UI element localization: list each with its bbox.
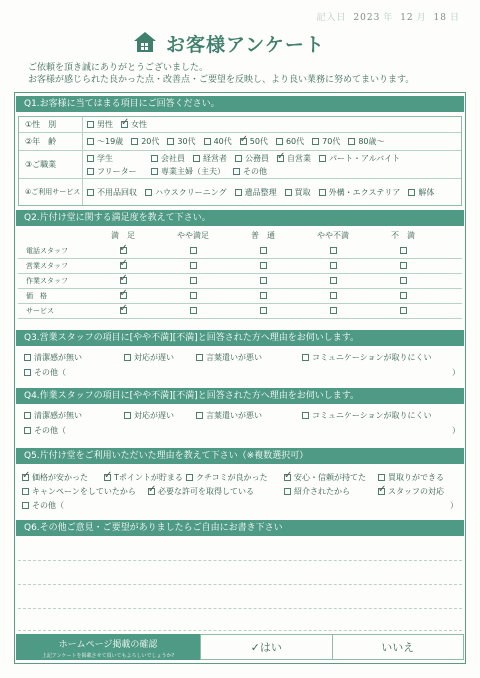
q2-row-label: 価 格 [26,292,47,300]
option-label: 50代 [249,137,268,146]
option-label: ～19歳 [97,137,124,146]
q2-row [18,304,462,319]
comment-line [18,561,462,585]
checkbox-icon[interactable] [348,138,355,145]
q3-option[interactable] [124,352,196,363]
checkbox-icon[interactable] [186,474,193,481]
option-label: 不用品回収 [97,187,137,197]
option-label: Tポイントが貯まる [114,472,183,482]
q1-row-age [19,133,461,151]
q1-option[interactable] [87,187,137,198]
q2-row-label: 電話スタッフ [26,247,68,255]
checkbox-icon[interactable] [260,277,267,284]
option-label: 女性 [131,120,147,129]
option-label: 言葉遣いが悪い [206,353,262,362]
q1-option[interactable] [151,166,225,177]
option-label: 対応が遅い [134,411,174,420]
checkbox-icon[interactable] [260,262,267,269]
q1-option[interactable] [408,187,434,198]
q2-row-label: 作業スタッフ [26,277,68,285]
comment-line [18,609,462,631]
checkbox-checked-icon[interactable] [277,155,284,162]
checkbox-icon[interactable] [87,168,94,175]
option-label: ハウスクリーニング [155,187,227,197]
q1-option[interactable] [348,136,384,147]
q1-option[interactable] [312,136,340,147]
checkbox-icon[interactable] [260,292,267,299]
checkbox-icon[interactable] [87,189,94,196]
q2-column-header: 普 通 [251,231,275,240]
checkbox-checked-icon[interactable] [104,474,111,481]
q1-option[interactable] [131,136,159,147]
q3-options [24,350,464,380]
checkbox-checked-icon[interactable] [121,121,128,128]
checkbox-icon[interactable] [87,121,94,128]
checkbox-checked-icon[interactable] [120,292,127,299]
other-close-paren: ） [452,368,460,377]
intro-line-2: お客様が感じられた良かった点・改善点・ご要望を反映し、より良い業務に努めてまいります。 [28,75,415,85]
checkbox-icon[interactable] [190,307,197,314]
checkbox-icon[interactable] [284,488,291,495]
checkbox-icon[interactable] [24,412,31,419]
checkbox-icon[interactable] [87,155,94,162]
q5-option[interactable] [148,486,284,497]
q2-header-row [18,230,462,244]
option-label: 紹介されたから [294,486,350,496]
q2-column-header: 不 満 [391,231,415,240]
q1-option[interactable] [87,119,113,130]
q1-option[interactable] [319,187,401,198]
checkbox-icon[interactable] [312,138,319,145]
q1-table [18,116,462,206]
checkbox-icon[interactable] [151,168,158,175]
q3-heading: Q3.営業スタッフの項目に[やや不満][不満]と回答された方へ理由をお伺いします。 [16,330,464,346]
checkbox-icon[interactable] [400,307,407,314]
q5-option[interactable] [104,472,186,483]
q1-option[interactable] [319,153,400,164]
q1-row-service [19,179,461,205]
q4-option[interactable] [302,410,432,421]
q2-column-header: やや不満 [317,231,349,240]
checkbox-icon[interactable] [124,354,131,361]
checkbox-icon[interactable] [400,247,407,254]
option-label: 外構・エクステリア [328,187,401,197]
intro-text [28,62,414,86]
option-label: 対応が遅い [134,353,174,362]
consent-yes-option[interactable]: ✓はい [250,641,282,654]
date-year-unit: 年 [383,13,394,23]
q4-other-option[interactable] [24,425,66,436]
q4-heading: Q4.作業スタッフの項目に[やや不満][不満]と回答された方へ理由をお伺いします。 [16,388,464,404]
date-month: 12 [400,13,414,23]
option-label: 専業主婦（主夫） [161,166,225,176]
checkbox-icon[interactable] [24,354,31,361]
checkbox-checked-icon[interactable] [120,307,127,314]
date-day-unit: 日 [449,13,460,23]
house-logo-icon [132,30,158,54]
q3-option[interactable] [24,352,124,363]
checkbox-icon[interactable] [22,502,29,509]
checkbox-icon[interactable] [235,189,242,196]
checkbox-checked-icon[interactable] [148,488,155,495]
checkbox-icon[interactable] [378,474,385,481]
checkbox-icon[interactable] [190,262,197,269]
q5-option[interactable] [22,486,148,497]
checkbox-icon[interactable] [190,292,197,299]
q1-option[interactable] [87,136,123,147]
date-year: 2023 [353,13,381,23]
checkbox-icon[interactable] [319,155,326,162]
q5-heading: Q5.片付け堂をご利用いただいた理由を教えて下さい（※複数選択可） [16,448,464,464]
q1-option[interactable] [277,153,311,164]
comment-area[interactable] [18,537,462,631]
option-label: 買取りができる [388,472,444,482]
checkbox-checked-icon[interactable] [120,262,127,269]
checkbox-icon[interactable] [235,155,242,162]
q1-option[interactable] [145,187,227,198]
option-label: 清潔感が無い [34,411,82,420]
checkbox-icon[interactable] [302,412,309,419]
q5-option[interactable] [378,472,444,483]
q5-option[interactable] [284,486,378,497]
checkbox-icon[interactable] [196,412,203,419]
q1-option[interactable] [240,136,268,147]
intro-line-1: ご依頼を頂き誠にありがとうございました。 [28,63,209,73]
q1-option[interactable] [87,153,143,164]
q2-row-label: サービス [26,307,54,315]
q2-row [18,259,462,274]
q1-row-occupation [19,151,461,179]
option-label: 60代 [285,137,305,146]
q1-row-label: ③ご職業 [19,151,83,178]
q3-option[interactable] [196,352,302,363]
option-label: パート・アルバイト [329,153,401,163]
q4-option[interactable] [124,410,196,421]
checkbox-icon[interactable] [131,138,138,145]
q5-option[interactable] [186,472,284,483]
q1-option[interactable] [151,153,185,164]
q1-row-label: ①性 別 [19,117,83,132]
q1-row-label: ④ご利用サービス [19,179,83,205]
option-label: 必要な許可を取得している [158,486,254,496]
q1-option[interactable] [87,166,143,177]
other-close-paren: ） [452,426,460,435]
q1-option[interactable] [121,119,147,130]
option-label: 80歳～ [358,137,385,146]
checkbox-icon[interactable] [400,277,407,284]
option-label: クチコミが良かった [196,472,268,482]
option-label: 70代 [322,137,341,146]
checkbox-icon[interactable] [285,189,292,196]
q5-option[interactable] [22,472,104,483]
checkbox-icon[interactable] [400,292,407,299]
q2-row-label: 営業スタッフ [26,262,68,270]
checkbox-icon[interactable] [330,262,337,269]
checkbox-icon[interactable] [124,412,131,419]
option-label: 買取 [294,187,311,197]
checkbox-icon[interactable] [330,307,337,314]
q2-row [18,274,462,289]
q1-option[interactable] [167,136,195,147]
consent-no-option[interactable]: いいえ [332,635,464,659]
q6-heading: Q6.その他ご意見・ご要望がありましたらご自由にお書き下さい [16,520,464,536]
q1-option[interactable] [233,166,267,177]
option-label: 公務員 [245,153,269,163]
option-label: 40代 [213,137,232,146]
page-title: お客様アンケート [166,34,325,56]
q5-options [22,470,462,512]
homepage-consent-subtitle: 上記アンケートを掲載させて頂いてもよろしいでしょうか? [41,653,175,659]
checkbox-icon[interactable] [330,247,337,254]
homepage-consent-title: ホームページ掲載の確認 [58,640,158,650]
date-day: 18 [433,13,447,23]
checkbox-icon[interactable] [319,189,326,196]
q5-option[interactable] [284,472,378,483]
option-label: 解体 [418,187,435,197]
checkbox-icon[interactable] [193,155,200,162]
option-label: 会社員 [161,153,185,163]
option-label: 言葉遣いが悪い [206,411,262,420]
q5-option[interactable] [378,486,444,497]
q1-option[interactable] [276,136,304,147]
homepage-consent [16,634,464,660]
option-label: フリーター [97,166,137,176]
date-prefix: 記入日 [316,13,347,23]
option-label: スタッフの対応 [388,486,444,496]
option-label: その他（ [34,368,66,377]
option-label: 自営業 [287,153,311,163]
checkbox-checked-icon[interactable] [378,488,385,495]
q1-option[interactable] [193,153,227,164]
q2-column-header: やや満足 [177,231,209,240]
checkbox-icon[interactable] [302,354,309,361]
checkbox-icon[interactable] [276,138,283,145]
option-label: コミュニケーションが取りにくい [312,353,432,362]
checkbox-checked-icon[interactable] [284,474,291,481]
option-label: 安心・信頼が持てた [294,472,366,482]
date-line [317,10,461,23]
checkbox-icon[interactable] [24,369,31,376]
q2-column-header: 満 足 [111,231,135,240]
q3-option[interactable] [302,352,432,363]
homepage-consent-label [16,634,200,660]
option-label: 30代 [177,137,196,146]
q2-row [18,289,462,304]
checkbox-icon[interactable] [145,189,152,196]
checkbox-checked-icon[interactable] [240,138,247,145]
checkbox-icon[interactable] [400,262,407,269]
q5-other-option[interactable] [22,500,64,511]
checkbox-checked-icon[interactable] [120,247,127,254]
comment-line [18,537,462,561]
q1-row-gender [19,117,461,133]
option-label: その他 [243,166,267,176]
checkbox-icon[interactable] [204,138,211,145]
q1-heading: Q1.お客様に当てはまる項目にご回答ください。 [16,96,464,112]
option-label: その他（ [34,426,66,435]
q3-other-option[interactable] [24,367,66,378]
checkbox-icon[interactable] [408,189,415,196]
q1-row-label: ②年 齢 [19,133,83,150]
checkbox-icon[interactable] [196,354,203,361]
option-label: その他（ [32,500,64,510]
comment-line [18,585,462,609]
option-label: 経営者 [203,153,227,163]
option-label: 男性 [97,120,113,129]
checkbox-icon[interactable] [87,138,94,145]
option-label: 清潔感が無い [34,353,82,362]
q1-option[interactable] [285,187,311,198]
checkbox-icon[interactable] [190,247,197,254]
q1-option[interactable] [204,136,232,147]
q4-option[interactable] [196,410,302,421]
option-label: 学生 [97,153,113,163]
date-month-unit: 月 [416,13,427,23]
checkbox-checked-icon[interactable] [22,474,29,481]
checkbox-icon[interactable] [190,277,197,284]
q2-table [18,230,462,319]
q4-options [24,408,464,438]
checkbox-icon[interactable] [233,168,240,175]
q4-option[interactable] [24,410,124,421]
checkbox-icon[interactable] [151,155,158,162]
checkbox-icon[interactable] [22,488,29,495]
q2-row [18,244,462,259]
option-label: コミュニケーションが取りにくい [312,411,432,420]
checkbox-icon[interactable] [167,138,174,145]
checkbox-icon[interactable] [330,292,337,299]
option-label: 遺品整理 [244,187,277,197]
option-label: キャンペーンをしていたから [32,486,136,496]
option-label: 価格が安かった [32,472,88,482]
q2-heading: Q2.片付け堂に関する満足度を教えて下さい。 [16,210,464,226]
q1-option[interactable] [235,187,277,198]
checkbox-icon[interactable] [330,277,337,284]
checkbox-icon[interactable] [260,307,267,314]
option-label: 20代 [141,137,160,146]
checkbox-icon[interactable] [260,247,267,254]
q1-option[interactable] [235,153,269,164]
other-close-paren: ） [450,500,458,510]
checkbox-icon[interactable] [24,427,31,434]
checkbox-checked-icon[interactable] [120,277,127,284]
